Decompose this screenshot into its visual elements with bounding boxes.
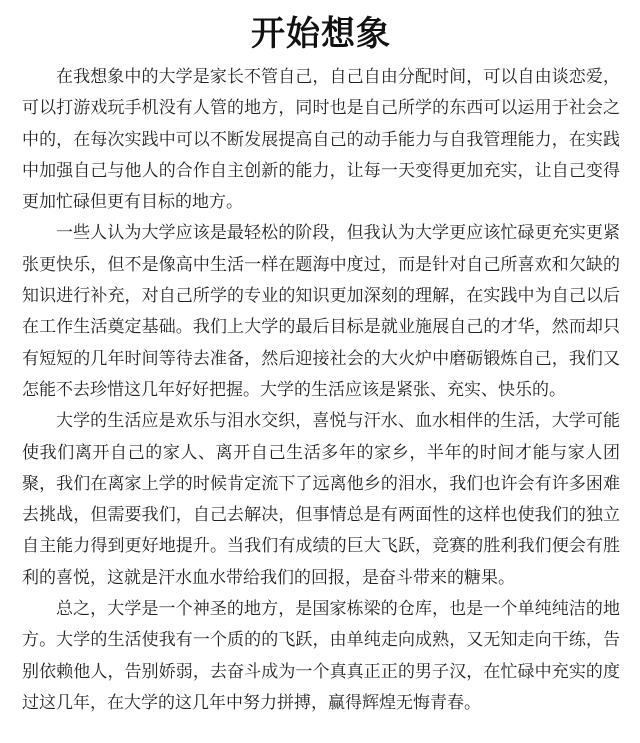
paragraph-1: 在我想象中的大学是家长不管自己，自己自由分配时间，可以自由谈恋爱，可以打游戏玩手机没有人管的地方，同时也是自己所学的东西可以运用于社会之中的，在每次实践中可以不断发展提高自己的动手能力与自我管理能力，在实践中加强自己与他人的合作自主创新的能力，让每一天变得更加充实，让自己变得更加忙碌但更有目标的地方。 bbox=[22, 67, 620, 213]
paragraph-3: 大学的生活应是欢乐与泪水交织，喜悦与汗水、血水相伴的生活，大学可能使我们离开自己的家人、离开自己生活多年的家乡，半年的时间才能与家人团聚，我们在离家上学的时候肯定流下了远离他乡的泪水，我们也许会有许多困难去挑战，但需要我们，自己去解决，但事情总是有两面性的这样也使我们的独立自主能力得到更好地提升。当我们有成绩的巨大飞跃，竞赛的胜利我们便会有胜利的喜悦，这就是汗水血水带给我们的回报，是奋斗带来的糖果。 bbox=[22, 411, 620, 588]
document-title: 开始想象 bbox=[251, 14, 391, 54]
paragraph-4: 总之，大学是一个神圣的地方，是国家栋梁的仓库，也是一个单纯纯洁的地方。大学的生活使我有一个质的的飞跃，由单纯走向成熟，又无知走向干练，告别依赖他人，告别娇弱，去奋斗成为一个真真正正的男子汉，在忙碌中充实的度过这几年，在大学的这几年中努力拼搏，赢得辉煌无悔青春。 bbox=[22, 599, 620, 713]
paragraph-2: 一些人认为大学应该是最轻松的阶段，但我认为大学更应该忙碌更充实更紧张更快乐，但不是像高中生活一样在题海中度过，而是针对自己所喜欢和欠缺的知识进行补充，对自己所学的专业的知识更加深刻的理解，在实践中为自己以后在工作生活奠定基础。我们上大学的最后目标是就业施展自己的才华，然而却只有短短的几年时间等待去准备，然后迎接社会的大火炉中磨砺锻炼自己，我们又怎能不去珍惜这几年好好把握。大学的生活应该是紧张、充实、快乐的。 bbox=[22, 223, 620, 400]
